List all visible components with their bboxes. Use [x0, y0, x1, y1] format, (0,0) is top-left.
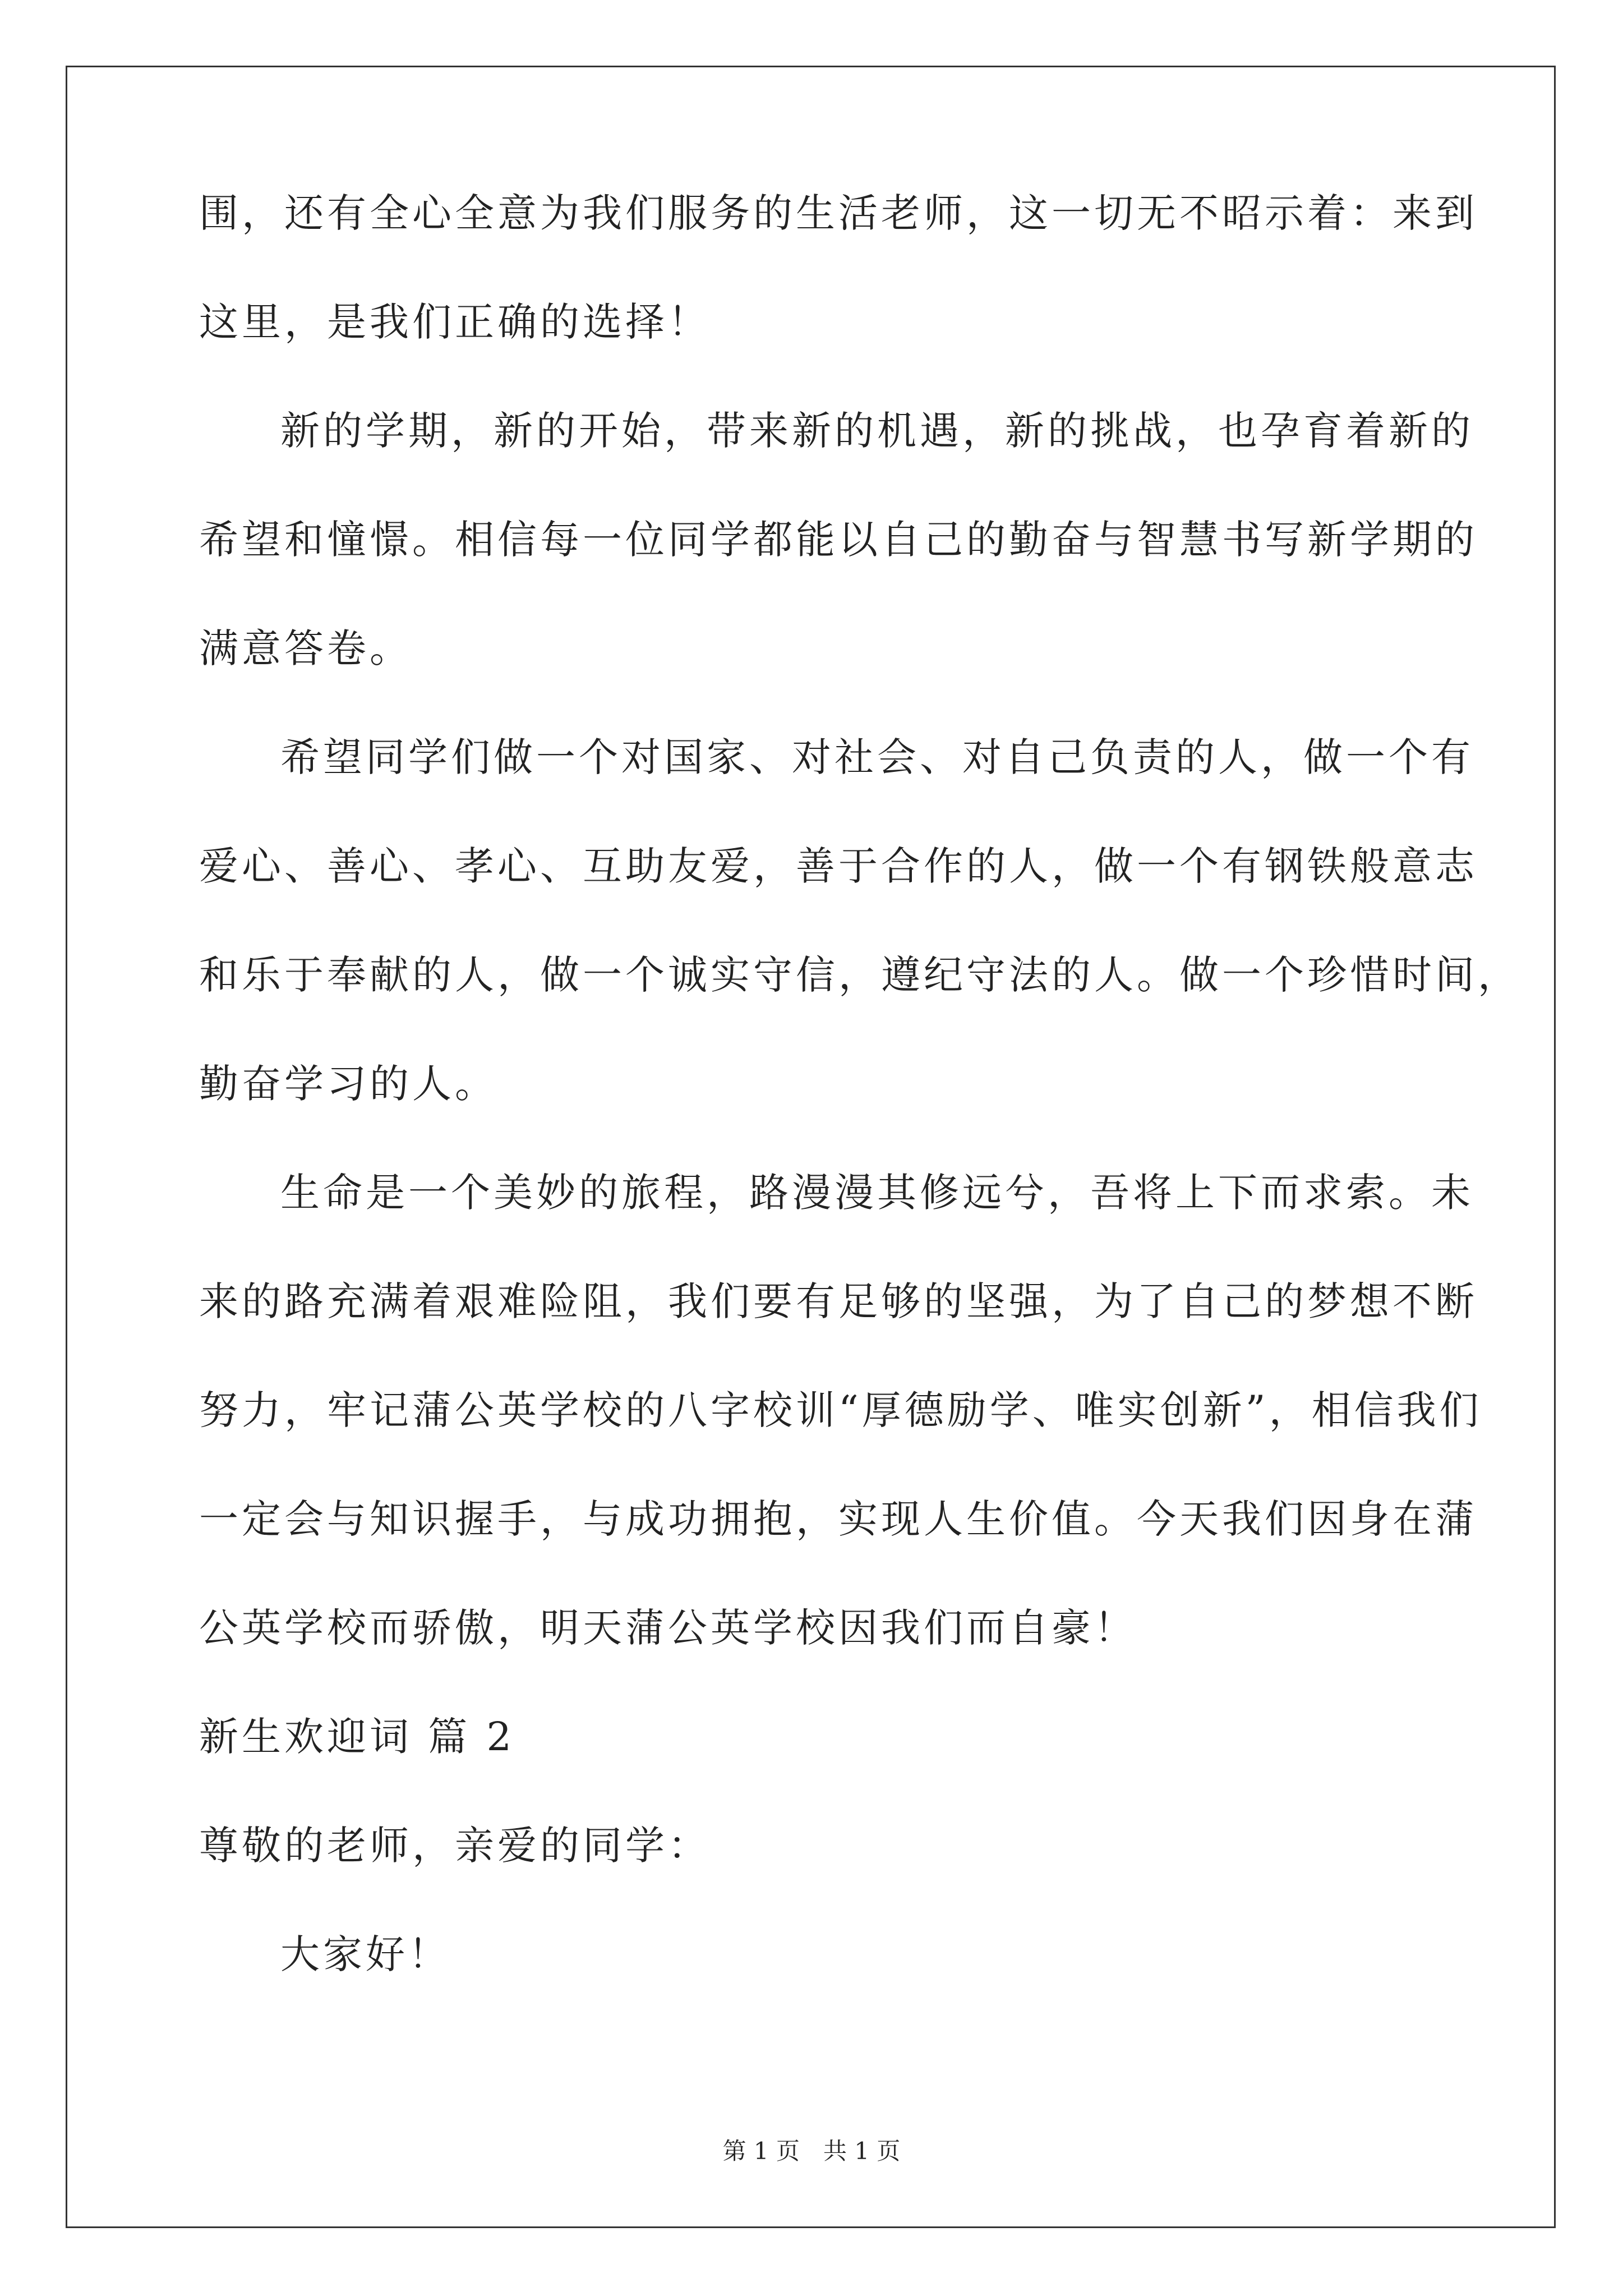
text-line: 努力，牢记蒲公英学校的八字校训“厚德励学、唯实创新”，相信我们	[199, 1387, 1482, 1433]
paragraph-start-line: 希望同学们做一个对国家、对社会、对自己负责的人，做一个有	[280, 734, 1474, 780]
text-line: 这里，是我们正确的选择！	[199, 299, 711, 345]
text-line: 和乐于奉献的人，做一个诚实守信，遵纪守法的人。做一个珍惜时间，	[199, 952, 1520, 998]
text-line: 满意答卷。	[199, 625, 412, 671]
text-line: 一定会与知识握手，与成功拥抱，实现人生价值。今天我们因身在蒲	[199, 1496, 1478, 1542]
text-line: 勤奋学习的人。	[199, 1061, 497, 1107]
paragraph-start-line: 新的学期，新的开始，带来新的机遇，新的挑战，也孕育着新的	[280, 408, 1474, 454]
page-number: 第 1 页 共 1 页	[722, 2137, 901, 2165]
text-line: 围，还有全心全意为我们服务的生活老师，这一切无不昭示着：来到	[199, 190, 1478, 236]
text-line: 公英学校而骄傲，明天蒲公英学校因我们而自豪！	[199, 1605, 1137, 1651]
page-border	[66, 66, 1556, 2228]
greeting: 大家好！	[280, 1931, 451, 1977]
text-line: 来的路充满着艰难险阻，我们要有足够的坚强，为了自己的梦想不断	[199, 1278, 1478, 1324]
section-heading: 新生欢迎词 篇 2	[199, 1714, 515, 1760]
text-line: 爱心、善心、孝心、互助友爱，善于合作的人，做一个有钢铁般意志	[199, 843, 1478, 889]
salutation: 尊敬的老师，亲爱的同学：	[199, 1823, 711, 1869]
paragraph-start-line: 生命是一个美妙的旅程，路漫漫其修远兮，吾将上下而求索。未	[280, 1170, 1474, 1216]
text-line: 希望和憧憬。相信每一位同学都能以自己的勤奋与智慧书写新学期的	[199, 517, 1478, 563]
